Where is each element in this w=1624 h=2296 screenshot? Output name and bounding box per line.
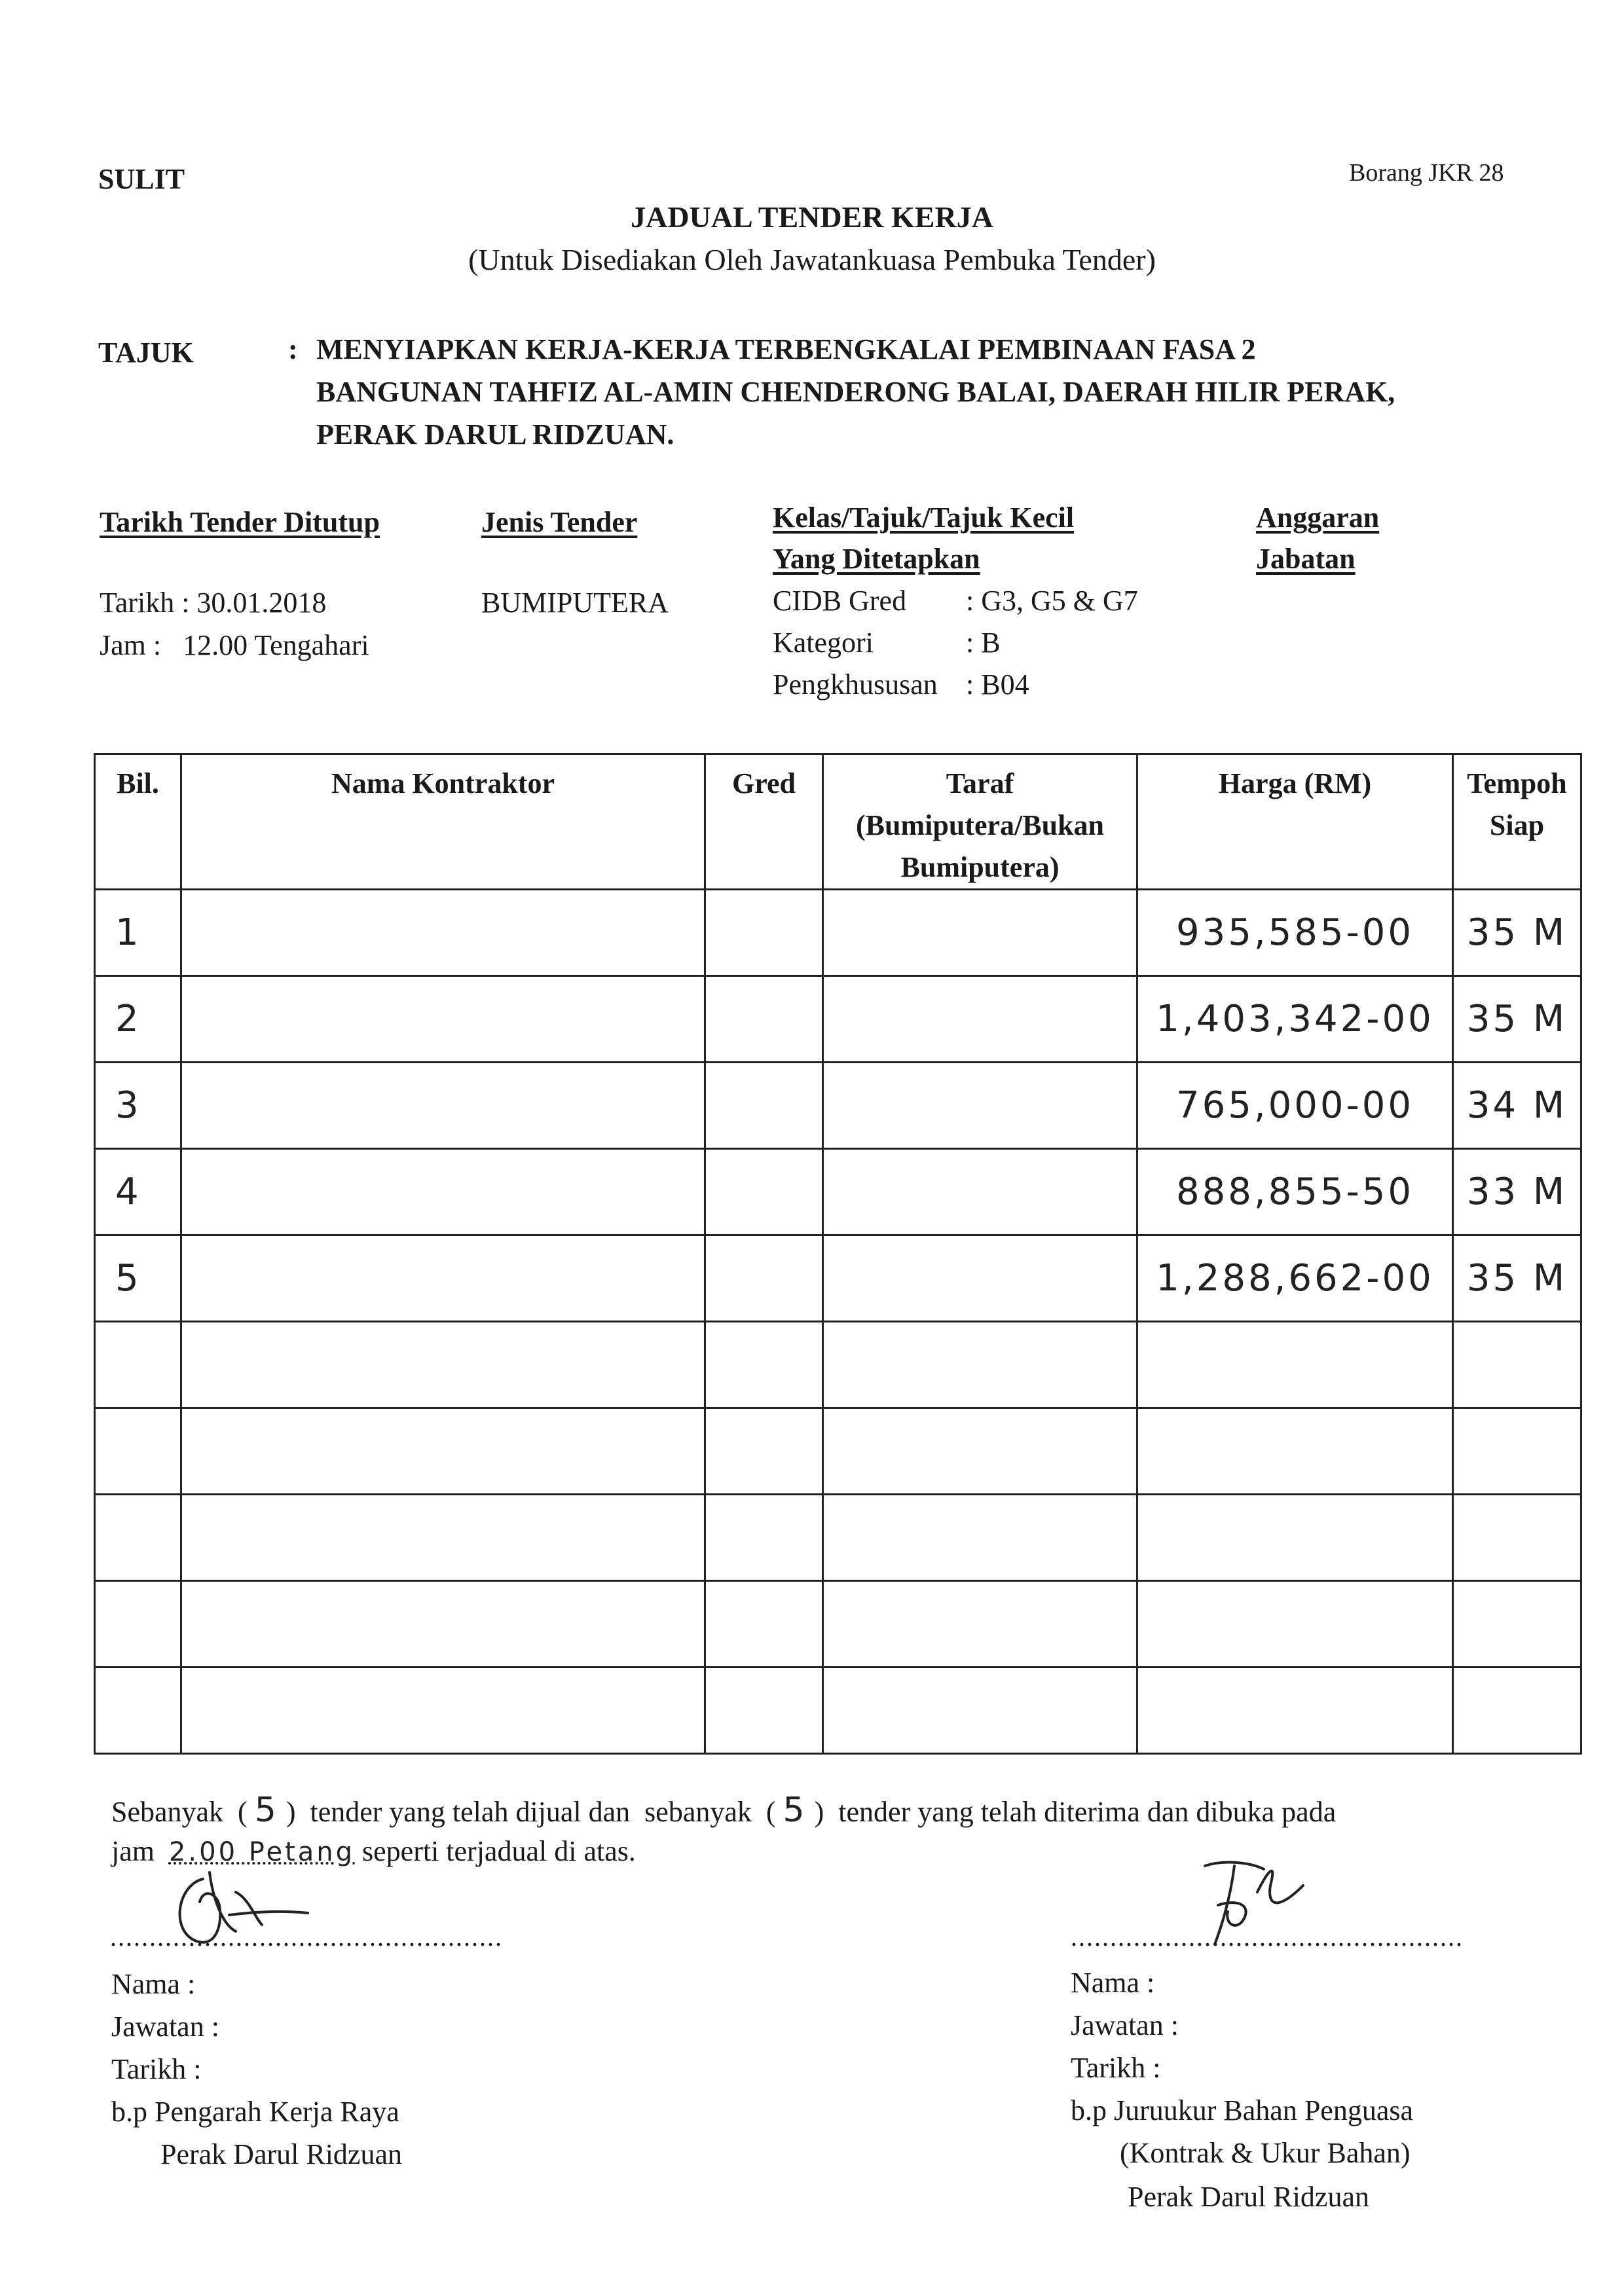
header-taraf-line-1: Taraf [946, 767, 1014, 799]
tajuk-line-2: BANGUNAN TAHFIZ AL-AMIN CHENDERONG BALAI, DAERAH HILIR PERAK, [316, 376, 1395, 408]
right-signature-line: .................................................. [1071, 1922, 1464, 1952]
cell-harga: 765,000-00 [1137, 1063, 1453, 1149]
cell-harga: 1,288,662-00 [1137, 1235, 1453, 1322]
cell-bil: 3 [95, 1063, 181, 1149]
cidb-value: : G3, G5 & G7 [966, 585, 1138, 617]
header-tempoh-line-2: Siap [1489, 809, 1545, 841]
class-heading-1: Kelas/Tajuk/Tajuk Kecil [773, 501, 1075, 534]
document-subtitle: (Untuk Disediakan Oleh Jawatankuasa Pembuka Tender) [468, 243, 1156, 276]
sold-prefix: Sebanyak ( [111, 1796, 248, 1828]
table-row [95, 1149, 1581, 1235]
cell-taraf [823, 890, 1137, 976]
pengkhususan-label: Pengkhususan [773, 668, 938, 701]
cell-taraf [823, 1063, 1137, 1149]
table-row-empty [95, 1408, 1581, 1495]
tajuk-line-1: MENYIAPKAN KERJA-KERJA TERBENGKALAI PEMBINAAN FASA 2 [316, 333, 1256, 365]
cell-nama [181, 976, 705, 1063]
header-taraf-line-3: Bumiputera) [900, 851, 1060, 883]
cell-gred [705, 1235, 823, 1322]
cell-bil: 5 [95, 1235, 181, 1322]
sold-count: 5 [254, 1791, 279, 1830]
budget-heading-1: Anggaran [1256, 501, 1380, 534]
header-bil: Bil. [95, 754, 181, 890]
received-count: 5 [783, 1791, 807, 1830]
closing-date-heading: Tarikh Tender Ditutup [100, 506, 380, 538]
header-tempoh [1453, 754, 1581, 890]
jam-value: 2.00 Petang [168, 1837, 356, 1867]
class-heading-2: Yang Ditetapkan [773, 543, 980, 575]
classification-label: SULIT [98, 163, 185, 195]
sold-mid: ) tender yang telah dijual dan sebanyak ( [286, 1796, 776, 1828]
header-taraf-line-2: (Bumiputera/Bukan [856, 809, 1104, 841]
header-harga: Harga (RM) [1137, 754, 1453, 890]
table-row [95, 890, 1581, 976]
tajuk-label: TAJUK [98, 337, 194, 369]
cidb-label: CIDB Gred [773, 585, 907, 617]
table-row-empty [95, 1322, 1581, 1408]
tender-table [94, 753, 1582, 1755]
received-suffix: ) tender yang telah diterima dan dibuka pada [814, 1796, 1337, 1828]
right-tarikh-label: Tarikh : [1071, 2052, 1161, 2084]
pengkhususan-value: : B04 [966, 668, 1029, 701]
budget-heading-2: Jabatan [1256, 543, 1356, 575]
jam-prefix: jam [111, 1835, 155, 1867]
left-tarikh-label: Tarikh : [111, 2053, 202, 2085]
left-nama-label: Nama : [111, 1968, 196, 2000]
cell-taraf [823, 1149, 1137, 1235]
right-bp-line-1: b.p Juruukur Bahan Penguasa [1071, 2094, 1414, 2126]
cell-gred [705, 1149, 823, 1235]
cell-tempoh: 35 M [1453, 976, 1581, 1063]
document-title: JADUAL TENDER KERJA [631, 200, 993, 234]
cell-harga: 935,585-00 [1137, 890, 1453, 976]
cell-taraf [823, 976, 1137, 1063]
cell-nama [181, 890, 705, 976]
tajuk-colon: : [288, 333, 298, 365]
header-nama-kontraktor: Nama Kontraktor [181, 754, 705, 890]
left-jawatan-label: Jawatan : [111, 2011, 219, 2043]
cell-taraf [823, 1235, 1137, 1322]
cell-gred [705, 890, 823, 976]
table-header-row [95, 754, 1581, 890]
header-gred: Gred [705, 754, 823, 890]
right-bp-line-3: Perak Darul Ridzuan [1128, 2181, 1369, 2213]
cell-harga: 888,855-50 [1137, 1149, 1453, 1235]
table-row-empty [95, 1581, 1581, 1667]
cell-tempoh: 34 M [1453, 1063, 1581, 1149]
jam-suffix: seperti terjadual di atas. [362, 1835, 636, 1867]
table-row-empty [95, 1667, 1581, 1754]
kategori-value: : B [966, 627, 1001, 659]
cell-bil: 1 [95, 890, 181, 976]
tender-type-heading: Jenis Tender [481, 506, 638, 538]
tender-statement-line-1 [111, 1791, 1336, 1830]
closing-date: Tarikh : 30.01.2018 [100, 587, 327, 619]
cell-bil: 4 [95, 1149, 181, 1235]
right-bp-line-2: (Kontrak & Ukur Bahan) [1120, 2137, 1411, 2169]
tender-type-value: BUMIPUTERA [481, 587, 669, 619]
cell-nama [181, 1235, 705, 1322]
table-row [95, 976, 1581, 1063]
right-jawatan-label: Jawatan : [1071, 2009, 1179, 2041]
cell-nama [181, 1063, 705, 1149]
cell-tempoh: 35 M [1453, 1235, 1581, 1322]
cell-harga: 1,403,342-00 [1137, 976, 1453, 1063]
cell-bil: 2 [95, 976, 181, 1063]
left-bp-line-2: Perak Darul Ridzuan [160, 2138, 402, 2170]
header-tempoh-line-1: Tempoh [1467, 767, 1567, 799]
table-row [95, 1235, 1581, 1322]
closing-time: Jam : 12.00 Tengahari [100, 629, 369, 661]
cell-gred [705, 1063, 823, 1149]
table-row-empty [95, 1495, 1581, 1581]
cell-nama [181, 1149, 705, 1235]
cell-gred [705, 976, 823, 1063]
cell-tempoh: 35 M [1453, 890, 1581, 976]
tajuk-line-3: PERAK DARUL RIDZUAN. [316, 418, 674, 450]
right-nama-label: Nama : [1071, 1967, 1155, 1999]
form-code: Borang JKR 28 [1349, 159, 1504, 187]
table-row [95, 1063, 1581, 1149]
left-bp-line-1: b.p Pengarah Kerja Raya [111, 2096, 399, 2128]
cell-tempoh: 33 M [1453, 1149, 1581, 1235]
left-signature-line: .................................................. [110, 1922, 503, 1952]
header-taraf [823, 754, 1137, 890]
kategori-label: Kategori [773, 627, 874, 659]
